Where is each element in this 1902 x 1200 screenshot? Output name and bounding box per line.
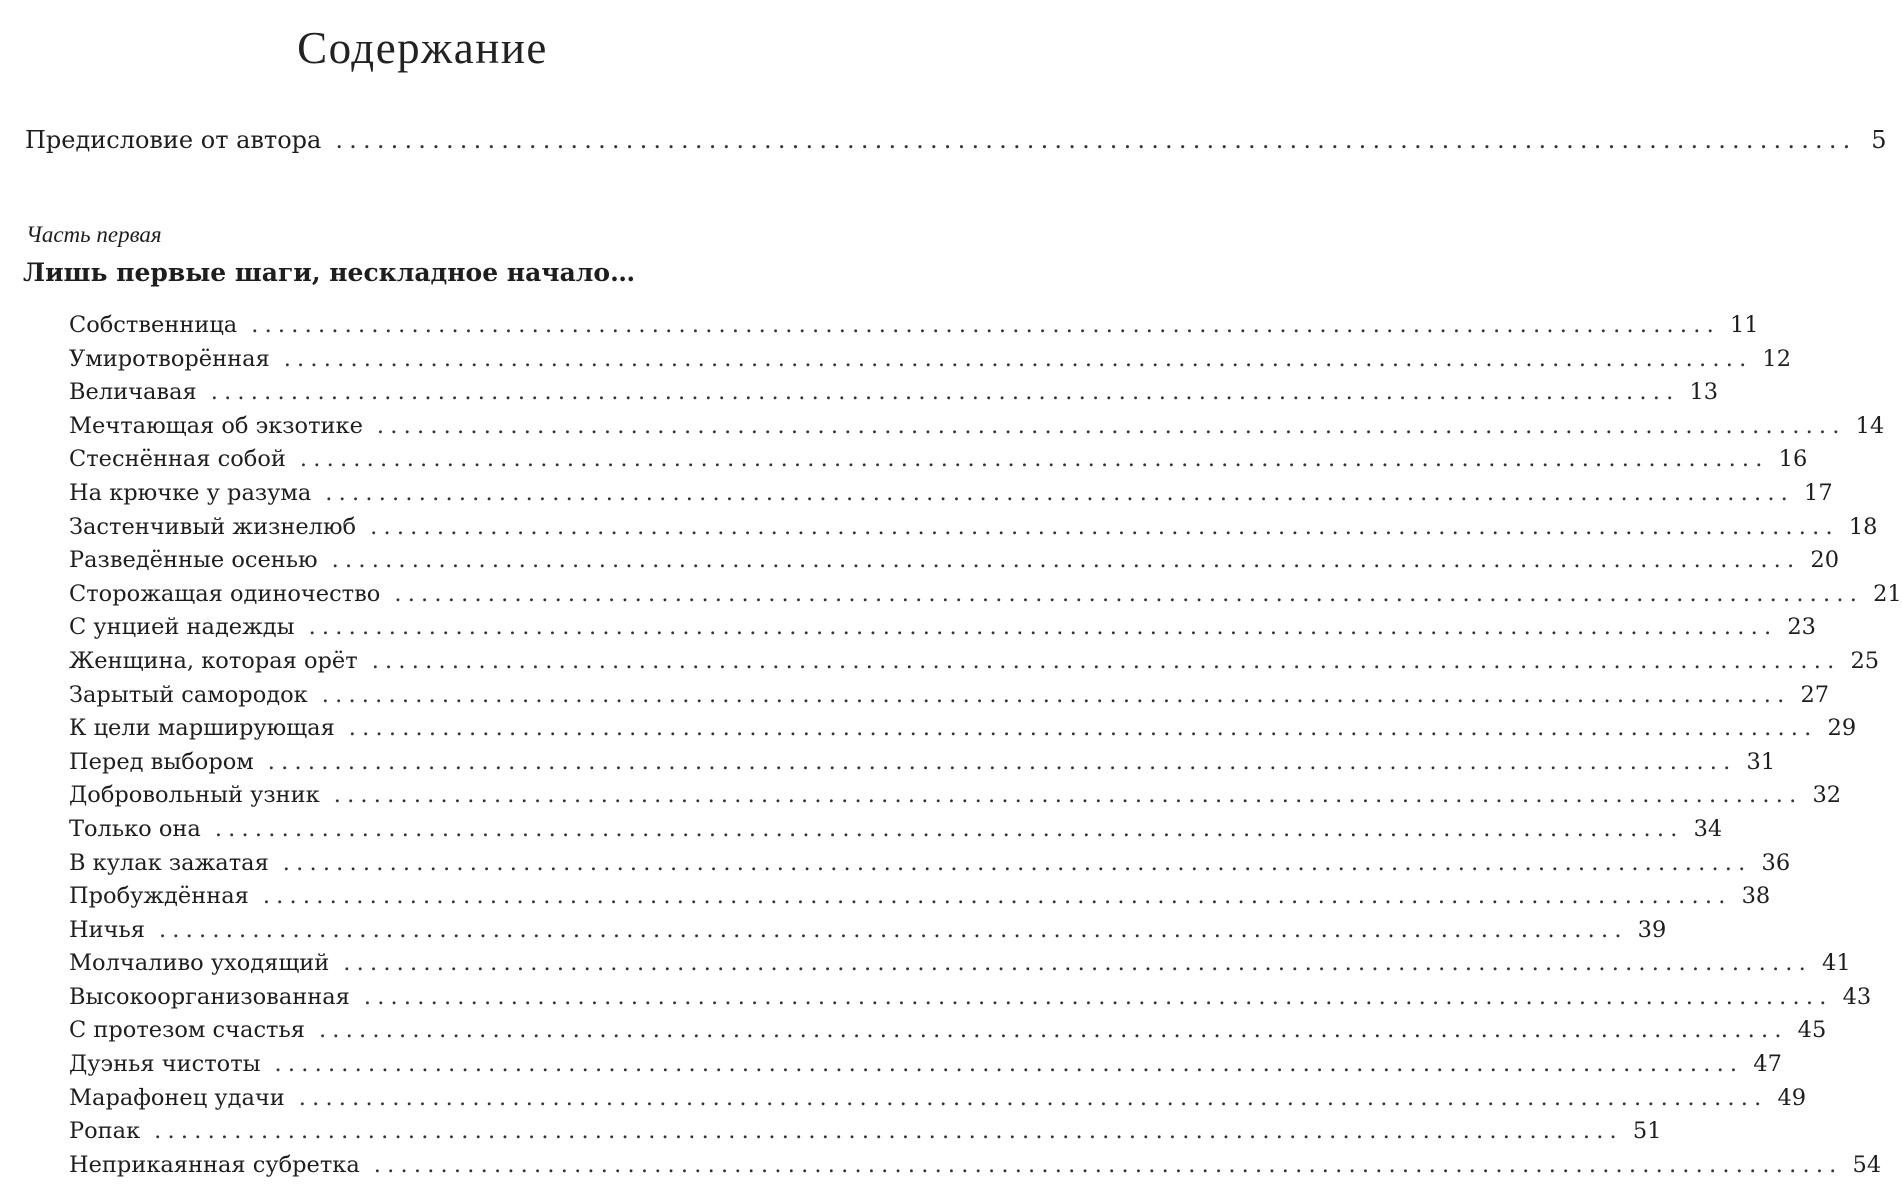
toc-entry-label: В кулак зажатая	[69, 849, 269, 876]
toc-page-number: 38	[1741, 883, 1771, 910]
dot-leader: ..............................................................................................................	[158, 916, 1628, 943]
toc-page-number: 51	[1632, 1118, 1662, 1145]
toc-page-number: 45	[1797, 1017, 1827, 1044]
toc-page-number: 47	[1753, 1051, 1782, 1078]
dot-leader: ..............................................................................................................	[251, 312, 1720, 338]
dot-leader: ..............................................................................................................	[343, 950, 1812, 977]
dot-leader: ..............................................................................................................	[318, 1017, 1788, 1044]
toc-page-number: 41	[1822, 950, 1851, 977]
page-title: Содержание	[297, 23, 548, 73]
toc-entry	[69, 983, 1872, 1018]
toc-page-number: 23	[1787, 614, 1816, 641]
dot-leader: ..............................................................................................................	[335, 126, 1857, 154]
toc-entry	[69, 748, 1776, 783]
toc-entry-preface	[25, 126, 1887, 154]
toc-entry-label: Сторожащая одиночество	[69, 580, 381, 607]
toc-entry	[69, 782, 1842, 816]
part-label: Часть первая	[26, 222, 162, 247]
toc-page-number: 12	[1762, 345, 1792, 372]
toc-entry	[69, 379, 1719, 413]
toc-page-number: 25	[1850, 647, 1880, 674]
dot-leader: ..............................................................................................................	[373, 1151, 1843, 1178]
toc-entry	[69, 513, 1878, 548]
toc-entry	[69, 1051, 1782, 1085]
toc-entry-list	[69, 312, 1902, 1185]
dot-leader: ..............................................................................................................	[262, 883, 1732, 910]
dot-leader: ..............................................................................................................	[299, 446, 1769, 473]
dot-leader: ..............................................................................................................	[348, 715, 1818, 742]
toc-page-number: 49	[1777, 1084, 1807, 1111]
toc-entry-label: Разведённые осенью	[69, 547, 318, 574]
toc-entry-label: Ничья	[69, 916, 145, 943]
toc-entry-label: Ропак	[69, 1118, 141, 1145]
toc-entry	[69, 883, 1771, 917]
toc-entry-label: Предисловие от автора	[25, 126, 322, 154]
toc-entry	[69, 479, 1833, 514]
toc-entry-label: Высокоорганизованная	[69, 983, 350, 1010]
toc-entry	[69, 1151, 1882, 1186]
toc-entry-label: Марафонец удачи	[69, 1084, 285, 1111]
toc-entry	[69, 345, 1792, 380]
dot-leader: ..............................................................................................................	[210, 379, 1680, 406]
toc-entry-label: Пробуждённая	[69, 883, 249, 910]
dot-leader: ..............................................................................................................	[154, 1118, 1623, 1145]
toc-page-number: 27	[1800, 681, 1830, 708]
toc-entry-label: Стеснённая собой	[69, 446, 286, 473]
dot-leader: ..............................................................................................................	[394, 580, 1864, 607]
dot-leader: ..............................................................................................................	[214, 815, 1684, 842]
toc-entry-label: К цели марширующая	[69, 715, 335, 742]
toc-entry	[69, 580, 1902, 615]
toc-page-number: 17	[1804, 479, 1833, 506]
dot-leader: ..............................................................................................................	[267, 748, 1737, 775]
toc-entry-label: Умиротворённая	[69, 345, 270, 372]
dot-leader: ..............................................................................................................	[283, 345, 1753, 372]
toc-entry-label: Только она	[69, 815, 201, 842]
toc-entry	[69, 446, 1808, 480]
toc-entry	[69, 950, 1851, 984]
toc-page-number: 16	[1778, 446, 1808, 473]
toc-page-number: 29	[1827, 715, 1857, 742]
toc-entry	[69, 412, 1885, 447]
part-title: Лишь первые шаги, нескладное начало…	[23, 258, 636, 287]
toc-entry	[69, 1084, 1807, 1119]
dot-leader: ..............................................................................................................	[298, 1084, 1768, 1111]
toc-entry-label: Женщина, которая орёт	[69, 647, 358, 674]
toc-page-number: 34	[1693, 815, 1723, 842]
toc-page-number: 14	[1855, 412, 1885, 439]
toc-entry-label: Собственница	[69, 312, 238, 338]
dot-leader: ..............................................................................................................	[363, 983, 1833, 1010]
toc-page-number: 31	[1746, 748, 1776, 775]
toc-entry-label: С унцией надежды	[69, 614, 295, 641]
toc-entry-label: Величавая	[69, 379, 197, 406]
toc-entry-label: Молчаливо уходящий	[69, 950, 330, 977]
dot-leader: ..............................................................................................................	[371, 647, 1841, 674]
toc-entry	[69, 614, 1816, 648]
toc-entry	[69, 815, 1723, 850]
toc-page-number: 54	[1852, 1151, 1882, 1178]
toc-page-number: 21	[1873, 580, 1902, 607]
dot-leader: ..............................................................................................................	[376, 412, 1846, 439]
toc-entry	[69, 647, 1880, 682]
dot-leader: ..............................................................................................................	[333, 782, 1803, 809]
toc-page-number: 18	[1848, 513, 1878, 540]
toc-entry-label: Дуэнья чистоты	[69, 1051, 261, 1078]
toc-page-number: 20	[1810, 547, 1840, 574]
dot-leader: ..............................................................................................................	[331, 547, 1801, 574]
toc-entry-label: Добровольный узник	[69, 782, 320, 809]
dot-leader: ..............................................................................................................	[274, 1051, 1744, 1078]
toc-page-number: 13	[1689, 379, 1719, 406]
toc-entry-label: Мечтающая об экзотике	[69, 412, 363, 439]
toc-entry-label: Перед выбором	[69, 748, 254, 775]
toc-page-number: 11	[1729, 312, 1759, 338]
toc-entry	[69, 681, 1830, 716]
toc-entry	[69, 916, 1667, 951]
toc-entry-label: С протезом счастья	[69, 1017, 305, 1044]
dot-leader: ..............................................................................................................	[282, 849, 1752, 876]
toc-entry	[69, 312, 1759, 346]
toc-entry	[69, 547, 1840, 581]
toc-page-number: 39	[1637, 916, 1667, 943]
toc-page-number: 36	[1761, 849, 1791, 876]
dot-leader: ..............................................................................................................	[308, 614, 1778, 641]
dot-leader: ..............................................................................................................	[370, 513, 1839, 540]
toc-page-number: 43	[1842, 983, 1872, 1010]
toc-entry	[69, 1017, 1827, 1051]
toc-entry	[69, 715, 1857, 749]
toc-entry-label: Зарытый самородок	[69, 681, 308, 708]
toc-entry	[69, 849, 1791, 884]
toc-page-number: 5	[1871, 126, 1887, 154]
toc-entry-label: На крючке у разума	[69, 479, 312, 506]
toc-entry	[69, 1118, 1662, 1152]
toc-entry-label: Неприкаянная субретка	[69, 1151, 360, 1178]
dot-leader: ..............................................................................................................	[325, 479, 1795, 506]
toc-entry-label: Застенчивый жизнелюб	[69, 513, 357, 540]
toc-page-number: 32	[1812, 782, 1842, 809]
dot-leader: ..............................................................................................................	[321, 681, 1791, 708]
